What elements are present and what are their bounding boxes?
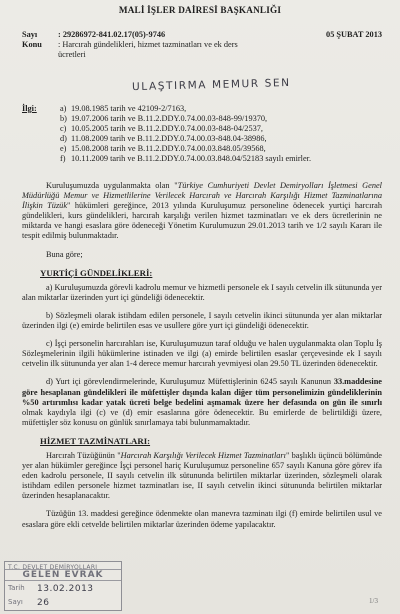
ilgi-item — [60, 114, 382, 124]
intro-italic: Türkiye Cumhuriyeti Devlet Demiryolları İşletmesi Genel Müdürlüğü Memur ve Hizmetlilerine Verilecek Harcırah ve Harcırah Karşılığı Hizmet Tazminatlarına İlişkin Tüzük — [22, 181, 382, 211]
stamp-top: T.C. DEVLET DEMİRYOLLARI — [5, 562, 121, 570]
section-title-hizmet: HİZMET TAZMİNATLARI: — [40, 435, 151, 446]
konu-value: : Harcırah gündelikleri, hizmet tazminatları ve ek ders ücretleri — [58, 40, 238, 60]
section-title-yurtici: YURTİÇİ GÜNDELİKLERİ: — [40, 267, 153, 278]
yurtici-c: c) İşçi personelin harcırahları ise, Kuruluşumuzun taraf olduğu ve halen uygulanmakta olan Toplu İş Sözleşmelerinin ilgili hükümlerine istinaden ve ilgi (a) emirde belirtilen esaslar çerçevesinde ek I sayılı cetvelin ilk sütununda yer alan 1-4 derece memur harcırah yevmiyesi olan 29.50 TL üzerinden ödenecektir. — [22, 339, 382, 369]
ilgi-label: İlgi: — [22, 104, 37, 113]
konu-label: Konu — [22, 40, 42, 49]
yurtici-d-text: d) Yurt içi görevlendirmelerinde, Kuruluşumuz Müfettişlerinin 6245 sayılı Kanunun — [46, 377, 334, 387]
ilgi-text: 19.07.2006 tarih ve B.11.2.DDY.0.74.00.03-848-99/19370, — [71, 114, 268, 124]
ilgi-item — [60, 144, 382, 154]
ilgi-key: a) — [60, 104, 67, 113]
department-heading: MALİ İŞLER DAİRESİ BAŞKANLIĞI — [118, 5, 282, 15]
yurtici-d — [22, 377, 382, 427]
document-date: 05 ŞUBAT 2013 — [326, 30, 382, 39]
hizmet-italic: Harcırah Karşılığı Verilecek Hizmet Tazminatları — [120, 450, 286, 460]
hizmet-p2: Tüzüğün 13. maddesi gereğince ödenmekte olan manevra tazminatı ilgi (f) emirde belirtilen usul ve esaslara göre ekli cetvelde belirtilen miktarlar üzerinden ödeme yapılacaktır. — [22, 509, 382, 529]
ilgi-text: 19.08.1985 tarih ve 42109-2/7163, — [71, 104, 187, 113]
stamp-date-label: Tarih — [8, 584, 25, 592]
ilgi-block — [22, 104, 382, 165]
incoming-document-stamp — [4, 561, 122, 611]
ilgi-item — [60, 124, 382, 134]
ilgi-text: 11.08.2009 tarih ve B.11.2.DDY.0.74.00.03-848.04-38986, — [71, 134, 267, 144]
intro-text: Kuruluşumuzda uygulanmakta olan " — [46, 181, 178, 190]
ilgi-text: 10.11.2009 tarih ve B.11.2.DDY.0.74.00.03.848.04/52183 sayılı emirler. — [71, 154, 312, 164]
ilgi-key: c) — [60, 124, 67, 134]
ilgi-text: 10.05.2005 tarih ve B.11.2.DDY.0.74.00.03-848-04/2537, — [71, 124, 263, 134]
sayi-label: Sayı — [22, 30, 38, 39]
buna-gore: Buna göre; — [46, 249, 83, 259]
hizmet-text-cont: " başlıklı üçüncü bölümünde yer alan hükümler gereğince İşçi personel hariç Kuruluşumuz personeline 657 sayılı Kanuna göre görev ifa eden kadrolu personele, II sayılı cetvelin ilk sütununda belirtilen miktarlar üzerinden, sözleşmeli olarak istihdam edilen personele hizmet tazminatları ise, II sayılı cetvelin ikinci sütununda belirtilen miktarlar üzerinden hesaplanacaktır. — [22, 450, 382, 501]
page-mark: 1/3 — [369, 596, 378, 605]
yurtici-d-text-cont: olmak kaydıyla ilgi (c) ve (d) emir esaslarına göre ödenecektir. Bu emirlerde de belirtildiği üzere, müfettişler söz konusu on günlük sınırlamaya tabi bulunmamaktadır. — [22, 407, 382, 427]
yurtici-b: b) Sözleşmeli olarak istihdam edilen personele, I sayılı cetvelin ikinci sütununda yer alan miktarlar üzerinden ilgi (e) emirde belirtilen esas ve usullere göre yurt içi gündeliği ödenecektir. — [22, 310, 382, 331]
ilgi-item — [60, 104, 382, 114]
ilgi-key: f) — [60, 154, 66, 164]
ilgi-item — [60, 154, 382, 164]
ilgi-key: e) — [60, 144, 67, 154]
intro-text-cont: " hükümleri gereğince, 2013 yılında Kuruluşumuz personeline ödenecek yurtiçi harcırah gündelikleri, kurs gündelikleri, harcırah karşılığı verilen hizmet tazminatları ve ek ders ücretlerinin ne miktarda ve hangi esaslara göre ödeneceği Yönetim Kurulumuzun 29.01.2013 tarih ve 1/2 sayılı Kararı ile tespit edilmiş bulunmaktadır. — [22, 201, 383, 241]
handwritten-note: ULAŞTIRMA MEMUR SEN — [131, 76, 291, 94]
konu-row — [22, 40, 382, 60]
ilgi-text: 15.08.2008 tarih ve B.11.2.DDY.0.74.00.03.848.05/39568, — [71, 144, 266, 154]
hizmet-p1 — [22, 451, 382, 501]
yurtici-d-bold: 33.maddesine göre hesaplanan gündelikleri ile müfettişler dışında kalan diğer tüm personelimizin gündeliklerinin %50 artırımlısı kadar yatak ücreti belge bedelini aşmamak üzere her defasında on gün ile sınırlı — [22, 377, 382, 407]
stamp-number-label: Sayı — [8, 598, 23, 606]
yurtici-a: a) Kuruluşumuzda görevli kadrolu memur ve hizmetli personele ek I sayılı cetvelin ilk sütununda yer alan miktarlar üzerinden yurt içi gündeliği ödenecektir. — [22, 282, 382, 302]
ilgi-list — [60, 104, 382, 165]
stamp-date-value: 13.02.2013 — [37, 584, 94, 594]
intro-paragraph — [22, 181, 382, 242]
document-body — [22, 181, 382, 533]
stamp-date-row — [5, 581, 121, 595]
sayi-value: : 29286972-841.02.17(05)-9746 — [58, 30, 166, 39]
hizmet-text: Harcırah Tüzüğünün " — [46, 450, 121, 460]
ilgi-key: d) — [60, 134, 67, 144]
ilgi-key: b) — [60, 114, 67, 124]
stamp-title: GELEN EVRAK — [5, 570, 121, 581]
stamp-number-row — [5, 595, 121, 609]
stamp-number-value: 26 — [37, 598, 50, 608]
ilgi-item — [60, 134, 382, 144]
